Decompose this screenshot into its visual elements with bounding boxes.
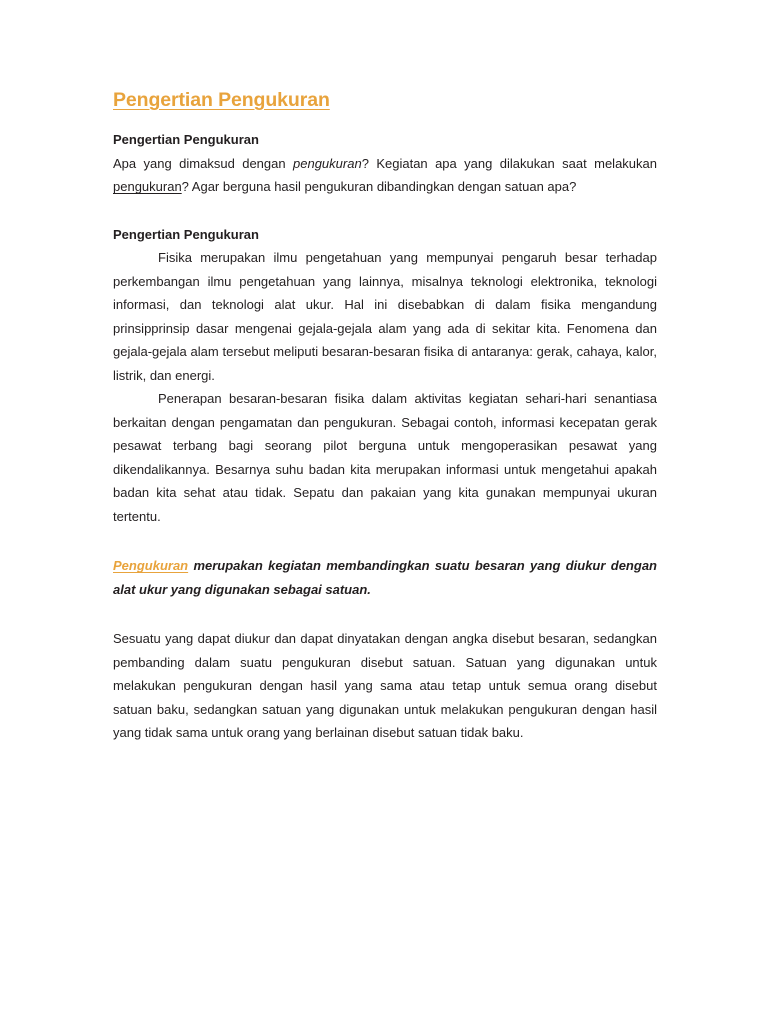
callout-link-term[interactable]: Pengukuran (113, 558, 189, 574)
page-title: Pengertian Pengukuran (113, 89, 330, 111)
intro-underlined-term: pengukuran (113, 179, 182, 195)
paragraph-intro (113, 152, 657, 199)
spacer-after-callout (113, 601, 657, 627)
spacer-before-callout (113, 528, 657, 554)
spacer-after-intro (113, 199, 657, 223)
document-content (113, 88, 657, 745)
intro-text-part-2: ? Kegiatan apa yang dilakukan saat melakukan (361, 155, 657, 171)
intro-text-part-3: ? Agar berguna hasil pengukuran dibandingkan dengan satuan apa? (181, 179, 577, 195)
intro-text-part-1: Apa yang dimaksud dengan (113, 155, 294, 171)
callout-rest-text: merupakan kegiatan membandingkan suatu besaran yang diukur dengan alat ukur yang digunakan sebagai satuan. (113, 558, 657, 597)
section-heading-2: Pengertian Pengukuran (113, 226, 259, 242)
paragraph-besaran: Sesuatu yang dapat diukur dan dapat dinyatakan dengan angka disebut besaran, sedangkan pembanding dalam suatu pengukuran disebut satuan. Satuan yang digunakan untuk melakukan pengukuran dengan hasil yang sama atau tetap untuk semua orang disebut satuan baku, sedangkan satuan yang digunakan untuk melakukan pengukuran dengan hasil yang tidak sama untuk orang yang berlainan disebut satuan tidak baku. (113, 631, 657, 741)
intro-italic-term: pengukuran (293, 155, 362, 171)
section-heading-1: Pengertian Pengukuran (113, 132, 259, 148)
paragraph-callout (113, 554, 657, 601)
paragraph-penerapan: Penerapan besaran-besaran fisika dalam aktivitas kegiatan sehari-hari senantiasa berkaitan dengan pengamatan dan pengukuran. Sebagai contoh, informasi kecepatan gerak pesawat terbang bagi seorang pilot berguna untuk mengoperasikan pesawat yang dikendalikannya. Besarnya suhu badan kita merupakan informasi untuk mengetahui apakah badan kita sehat atau tidak. Sepatu dan pakaian yang kita gunakan mempunyai ukuran tertentu. (113, 391, 657, 524)
paragraph-fisika: Fisika merupakan ilmu pengetahuan yang mempunyai pengaruh besar terhadap perkembangan ilmu pengetahuan yang lainnya, misalnya teknologi elektronika, teknologi informasi, dan teknologi alat ukur. Hal ini disebabkan di dalam fisika mengandung prinsipprinsip dasar mengenai gejala-gejala alam yang ada di sekitar kita. Fenomena dan gejala-gejala alam tersebut meliputi besaran-besaran fisika di antaranya: gerak, cahaya, kalor, listrik, dan energi. (113, 250, 657, 383)
